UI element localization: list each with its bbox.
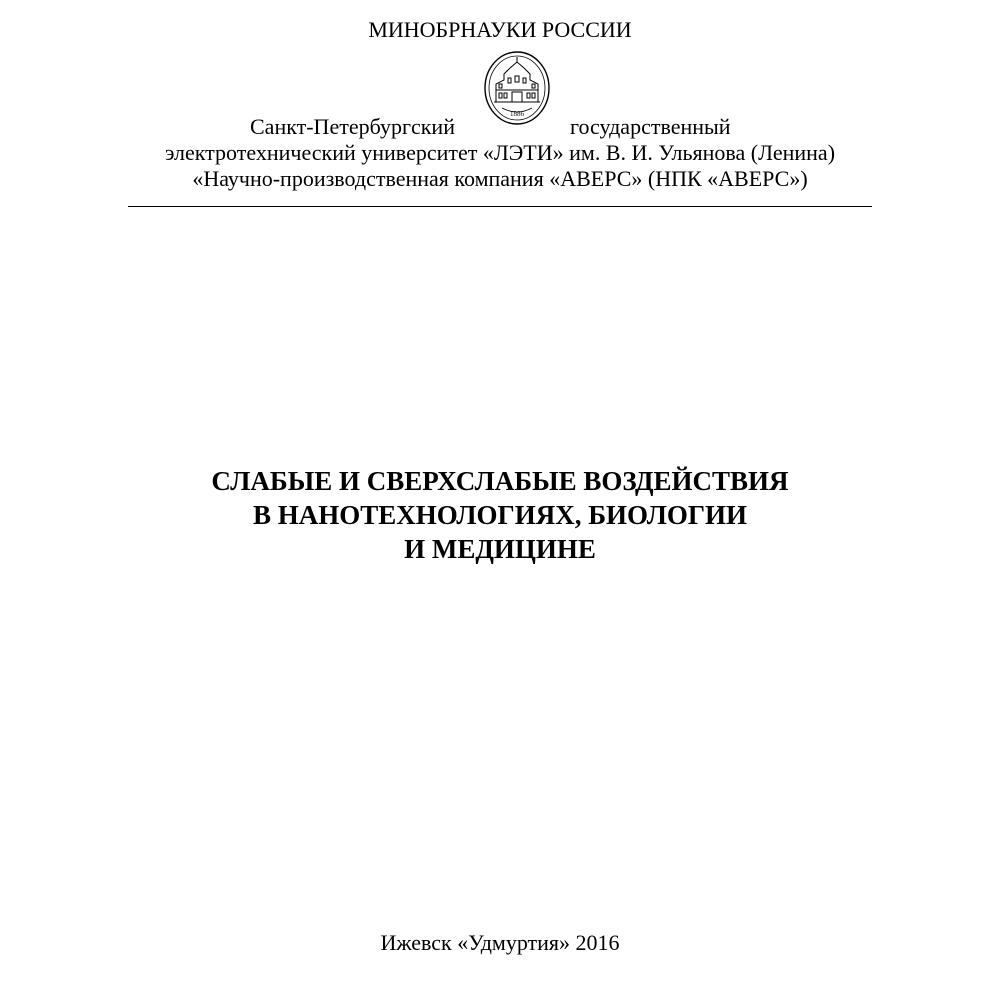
imprint: Ижевск «Удмуртия» 2016: [380, 930, 620, 955]
emblem-year: 1886: [510, 110, 524, 118]
ministry-name: МИНОБРНАУКИ РОССИИ: [368, 17, 632, 42]
title-line-2: В НАНОТЕХНОЛОГИЯХ, БИОЛОГИИ: [252, 500, 748, 530]
header-divider: [128, 206, 872, 207]
university-line-1-right: государственный: [570, 114, 731, 139]
university-emblem-icon: [482, 50, 552, 130]
university-line-1-left: Санкт-Петербургский: [250, 114, 455, 139]
company-line: «Научно-производственная компания «АВЕРС» (НПК «АВЕРС»): [192, 166, 808, 191]
title-line-1: СЛАБЫЕ И СВЕРХСЛАБЫЕ ВОЗДЕЙСТВИЯ: [211, 466, 789, 496]
university-line-2: электротехнический университет «ЛЭТИ» им. В. И. Ульянова (Ленина): [164, 140, 836, 165]
title-line-3: И МЕДИЦИНЕ: [404, 534, 596, 564]
